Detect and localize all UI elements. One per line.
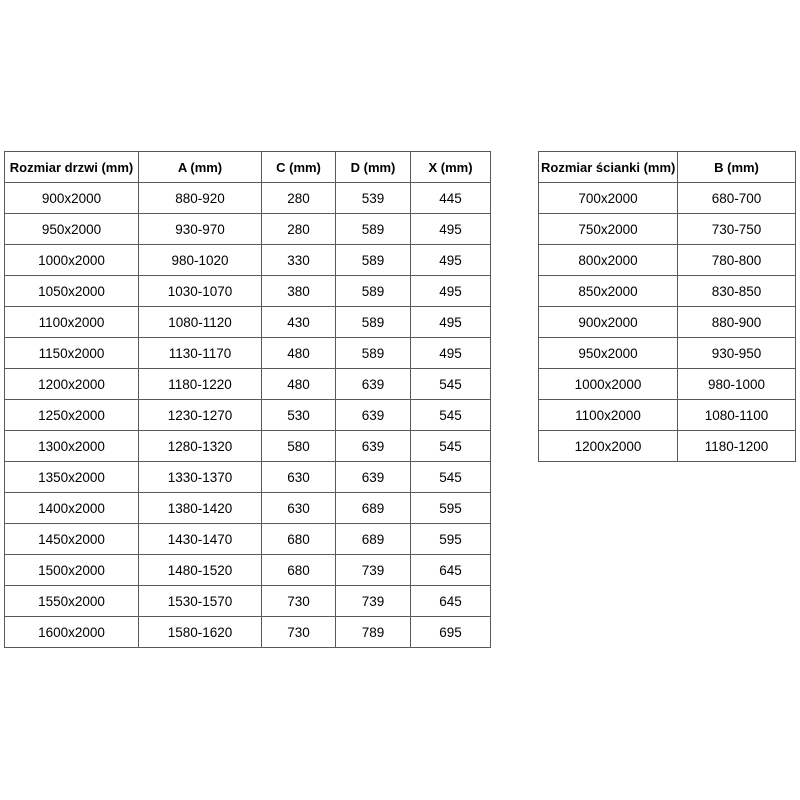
table-row [539, 245, 796, 276]
table-row [539, 214, 796, 245]
table-cell: 1300x2000 [5, 431, 139, 462]
table-cell: 730 [262, 617, 336, 648]
table-cell: 1550x2000 [5, 586, 139, 617]
table-cell: 800x2000 [539, 245, 678, 276]
table-cell: 930-950 [678, 338, 796, 369]
table-cell: 1100x2000 [539, 400, 678, 431]
column-header: A (mm) [139, 152, 262, 183]
table-cell: 545 [411, 431, 491, 462]
column-header: Rozmiar ścianki (mm) [539, 152, 678, 183]
table-cell: 1080-1100 [678, 400, 796, 431]
table-cell: 1500x2000 [5, 555, 139, 586]
table-cell: 1230-1270 [139, 400, 262, 431]
table-cell: 695 [411, 617, 491, 648]
table-cell: 850x2000 [539, 276, 678, 307]
table-cell: 589 [336, 245, 411, 276]
table-cell: 495 [411, 245, 491, 276]
table-row [539, 338, 796, 369]
table-cell: 545 [411, 369, 491, 400]
table-cell: 545 [411, 462, 491, 493]
table-row [539, 400, 796, 431]
table-cell: 980-1000 [678, 369, 796, 400]
column-header: X (mm) [411, 152, 491, 183]
table-cell: 1030-1070 [139, 276, 262, 307]
table-row [5, 400, 491, 431]
table-cell: 430 [262, 307, 336, 338]
table-cell: 630 [262, 493, 336, 524]
table-cell: 980-1020 [139, 245, 262, 276]
table-row [5, 617, 491, 648]
table-cell: 1200x2000 [539, 431, 678, 462]
table-cell: 930-970 [139, 214, 262, 245]
table-cell: 539 [336, 183, 411, 214]
table-cell: 1250x2000 [5, 400, 139, 431]
table-cell: 900x2000 [5, 183, 139, 214]
table-row [5, 183, 491, 214]
table-cell: 1280-1320 [139, 431, 262, 462]
table-cell: 1480-1520 [139, 555, 262, 586]
table-cell: 645 [411, 555, 491, 586]
table-row [539, 183, 796, 214]
table-cell: 689 [336, 493, 411, 524]
table-cell: 1350x2000 [5, 462, 139, 493]
table-cell: 1150x2000 [5, 338, 139, 369]
table-cell: 595 [411, 493, 491, 524]
table-cell: 780-800 [678, 245, 796, 276]
table-row [5, 245, 491, 276]
table-cell: 1530-1570 [139, 586, 262, 617]
table-row [539, 276, 796, 307]
table-cell: 700x2000 [539, 183, 678, 214]
table-cell: 1180-1220 [139, 369, 262, 400]
table-cell: 689 [336, 524, 411, 555]
table-cell: 589 [336, 307, 411, 338]
table-cell: 589 [336, 276, 411, 307]
table-cell: 950x2000 [539, 338, 678, 369]
table-row [539, 307, 796, 338]
table-cell: 495 [411, 276, 491, 307]
header-row [539, 152, 796, 183]
table-cell: 595 [411, 524, 491, 555]
table-cell: 495 [411, 307, 491, 338]
table-cell: 750x2000 [539, 214, 678, 245]
table-cell: 495 [411, 214, 491, 245]
table-cell: 730-750 [678, 214, 796, 245]
table-cell: 639 [336, 369, 411, 400]
table-cell: 739 [336, 586, 411, 617]
table-row [5, 276, 491, 307]
header-row [5, 152, 491, 183]
table-cell: 1130-1170 [139, 338, 262, 369]
table-cell: 580 [262, 431, 336, 462]
table-row [5, 462, 491, 493]
table-cell: 900x2000 [539, 307, 678, 338]
table-cell: 1000x2000 [5, 245, 139, 276]
table-row [5, 214, 491, 245]
column-header: D (mm) [336, 152, 411, 183]
table-cell: 480 [262, 338, 336, 369]
table-cell: 1400x2000 [5, 493, 139, 524]
door-size-table [4, 151, 491, 648]
table-cell: 1330-1370 [139, 462, 262, 493]
table-cell: 380 [262, 276, 336, 307]
table-cell: 1600x2000 [5, 617, 139, 648]
wall-panel-size-table [538, 151, 796, 462]
table-cell: 280 [262, 214, 336, 245]
table-cell: 1380-1420 [139, 493, 262, 524]
table-cell: 950x2000 [5, 214, 139, 245]
table-cell: 789 [336, 617, 411, 648]
table-cell: 330 [262, 245, 336, 276]
table-cell: 1050x2000 [5, 276, 139, 307]
table-cell: 530 [262, 400, 336, 431]
table-row [539, 431, 796, 462]
table-cell: 730 [262, 586, 336, 617]
table-cell: 1430-1470 [139, 524, 262, 555]
table-cell: 1080-1120 [139, 307, 262, 338]
table-row [5, 431, 491, 462]
table-cell: 1450x2000 [5, 524, 139, 555]
table-cell: 1000x2000 [539, 369, 678, 400]
table-cell: 1180-1200 [678, 431, 796, 462]
table-row [5, 524, 491, 555]
table-row [5, 586, 491, 617]
table-cell: 545 [411, 400, 491, 431]
table-cell: 495 [411, 338, 491, 369]
column-header: C (mm) [262, 152, 336, 183]
table-row [5, 338, 491, 369]
table-cell: 880-920 [139, 183, 262, 214]
table-row [5, 493, 491, 524]
table-cell: 445 [411, 183, 491, 214]
table-row [5, 369, 491, 400]
table-cell: 280 [262, 183, 336, 214]
table-cell: 589 [336, 214, 411, 245]
table-cell: 739 [336, 555, 411, 586]
column-header: Rozmiar drzwi (mm) [5, 152, 139, 183]
column-header: B (mm) [678, 152, 796, 183]
table-cell: 639 [336, 431, 411, 462]
table-row [5, 307, 491, 338]
table-cell: 630 [262, 462, 336, 493]
table-cell: 680-700 [678, 183, 796, 214]
table-cell: 639 [336, 400, 411, 431]
table-cell: 480 [262, 369, 336, 400]
table-cell: 589 [336, 338, 411, 369]
table-cell: 645 [411, 586, 491, 617]
table-cell: 880-900 [678, 307, 796, 338]
table-cell: 680 [262, 524, 336, 555]
table-row [5, 555, 491, 586]
table-cell: 1580-1620 [139, 617, 262, 648]
table-cell: 1200x2000 [5, 369, 139, 400]
table-row [539, 369, 796, 400]
table-cell: 680 [262, 555, 336, 586]
table-cell: 639 [336, 462, 411, 493]
table-cell: 830-850 [678, 276, 796, 307]
table-cell: 1100x2000 [5, 307, 139, 338]
